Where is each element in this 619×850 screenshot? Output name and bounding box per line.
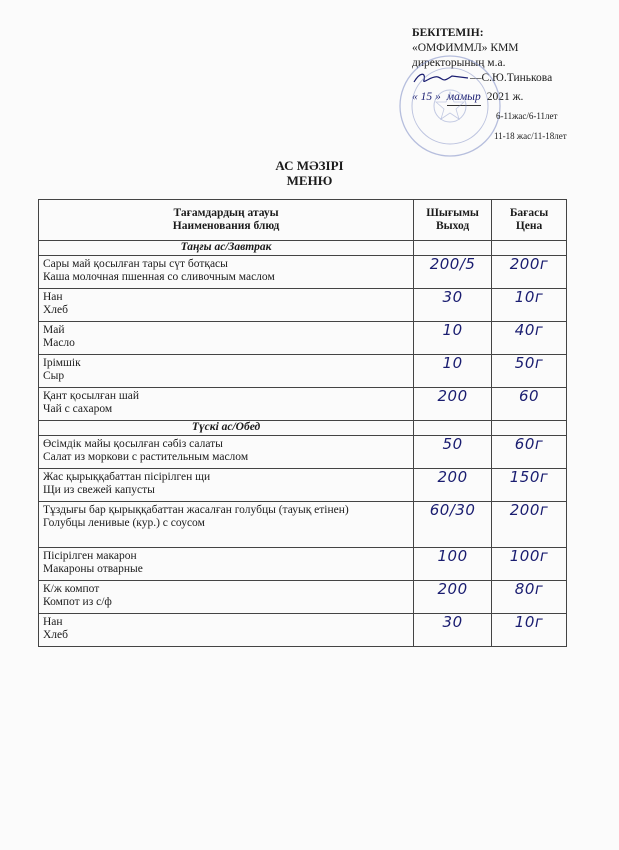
empty-cell [492,421,567,436]
dish-name-kk: Ірімшік [43,357,81,369]
section-title: Түскі ас/Обед [39,421,414,436]
dish-name-cell [39,256,414,289]
dish-name-cell [39,355,414,388]
dish-yield: 200 [414,581,492,614]
dish-price: 150г [492,469,567,502]
date-year: 2021 ж. [486,91,524,103]
menu-body [39,241,567,647]
approval-org: «ОМФИММЛ» КММ [412,42,519,54]
age-group-1: 6-11жас/6-11лет [496,111,558,121]
dish-price: 100г [492,548,567,581]
header-name-kk: Тағамдардың атауы [173,207,279,219]
dish-name-cell [39,469,414,502]
table-row [39,388,567,421]
dish-price: 50г [492,355,567,388]
dish-yield: 200/5 [414,256,492,289]
dish-price: 10г [492,289,567,322]
dish-name-ru: Щи из свежей капусты [43,484,155,496]
dish-name-kk: К/ж компот [43,583,100,595]
header-price-kk: Бағасы [509,207,549,219]
table-row [39,469,567,502]
dish-name-cell [39,322,414,355]
section-title: Таңғы ас/Завтрак [39,241,414,256]
dish-price: 40г [492,322,567,355]
dish-yield: 10 [414,355,492,388]
approval-position: директорының м.а. [412,57,506,69]
header-yield-ru: Выход [435,220,470,232]
dish-name-ru: Сыр [43,370,65,382]
dish-price: 60г [492,436,567,469]
dish-yield: 60/30 [414,502,492,548]
dish-name-ru: Чай с сахаром [43,403,113,415]
dish-name-cell [39,548,414,581]
dish-price: 60 [492,388,567,421]
header-yield [414,200,492,241]
dish-price: 80г [492,581,567,614]
date-day: « 15 » [412,91,441,103]
dish-yield: 200 [414,469,492,502]
approval-signer: С.Ю.Тинькова [481,72,553,84]
empty-cell [492,241,567,256]
dish-price: 200г [492,256,567,289]
menu-title-kk: АС МӘЗІРІ [275,158,344,173]
dish-name-ru: Голубцы ленивые (кур.) с соусом [43,517,205,529]
dish-name-ru: Хлеб [43,304,68,316]
signature-icon [412,71,470,90]
dish-name-ru: Салат из моркови с растительным маслом [43,451,249,463]
dish-name-kk: Жас қырыққабаттан пісірілген щи [43,471,211,483]
header-yield-kk: Шығымы [426,207,479,219]
dish-price: 10г [492,614,567,647]
dish-name-cell [39,581,414,614]
menu-title-ru: МЕНЮ [286,173,333,188]
approval-block [412,26,612,106]
dish-price: 200г [492,502,567,548]
approval-date [412,90,612,106]
dish-name-ru: Масло [43,337,75,349]
empty-cell [414,421,492,436]
dish-name-ru: Хлеб [43,629,68,641]
dish-name-ru: Компот из с/ф [43,596,112,608]
header-price-ru: Цена [515,220,543,232]
dish-name-cell [39,502,414,548]
dish-name-cell [39,289,414,322]
dish-name-ru: Каша молочная пшенная со сливочным маслом [43,271,275,283]
table-row [39,581,567,614]
date-month: мамыр [447,90,481,106]
table-row [39,436,567,469]
dish-name-cell [39,388,414,421]
table-row [39,289,567,322]
header-price [492,200,567,241]
header-name-ru: Наименования блюд [172,220,280,232]
dish-name-ru: Макароны отварные [43,563,143,575]
section-row [39,241,567,256]
table-row [39,502,567,548]
dish-name-kk: Сары май қосылған тары сүт ботқасы [43,258,228,270]
dish-name-kk: Нан [43,291,63,303]
dish-yield: 30 [414,614,492,647]
dish-yield: 10 [414,322,492,355]
table-row [39,322,567,355]
section-row [39,421,567,436]
table-row [39,256,567,289]
dish-yield: 50 [414,436,492,469]
dish-yield: 30 [414,289,492,322]
table-row [39,614,567,647]
dish-yield: 200 [414,388,492,421]
dish-name-cell [39,436,414,469]
dish-name-kk: Өсімдік майы қосылған сәбіз салаты [43,438,223,450]
empty-cell [414,241,492,256]
age-group-2: 11-18 жас/11-18лет [494,131,567,141]
dish-name-kk: Пісірілген макарон [43,550,137,562]
dish-name-kk: Қант қосылған шай [43,390,139,402]
approval-signature-line: — С.Ю.Тинькова [412,71,612,90]
dish-name-cell [39,614,414,647]
menu-table [38,199,567,647]
dish-name-kk: Нан [43,616,63,628]
header-name [39,200,414,241]
dish-name-kk: Май [43,324,65,336]
table-header-row [39,200,567,241]
table-row [39,355,567,388]
dish-yield: 100 [414,548,492,581]
table-row [39,548,567,581]
dish-name-kk: Тұздығы бар қырыққабаттан жасалған голубцы (тауық етінен) [43,504,349,516]
approval-heading: БЕКІТЕМІН: [412,27,484,39]
